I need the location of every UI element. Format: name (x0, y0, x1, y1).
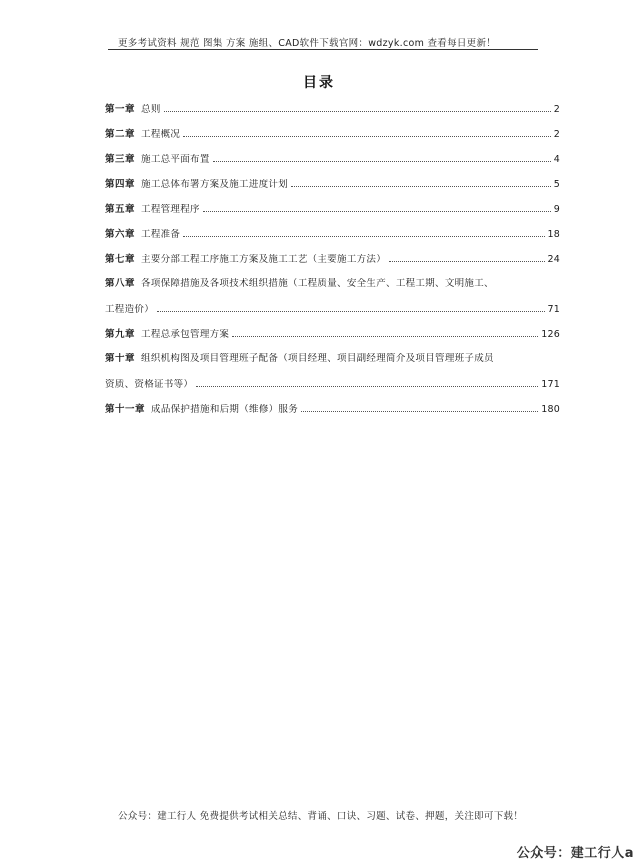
toc-chapter-title: 主要分部工程工序施工方案及施工工艺（主要施工方法） (141, 254, 387, 265)
toc-leader-dots (301, 403, 538, 412)
toc-entry[interactable] (105, 103, 560, 115)
toc-leader-dots (232, 328, 538, 337)
toc-chapter-title: 成品保护措施和后期（维修）服务 (151, 404, 299, 415)
toc-page-number: 180 (541, 404, 560, 415)
toc-chapter-number: 第一章 (105, 104, 136, 115)
toc-page-number: 71 (547, 304, 560, 315)
toc-chapter-number: 第十章 (105, 353, 136, 364)
toc-page-number: 18 (547, 229, 560, 240)
toc-page-number: 2 (553, 104, 560, 115)
toc-leader-dots (196, 378, 538, 387)
page-header: 更多考试资料 规范 图集 方案 施组、CAD软件下载官网：wdzyk.com 查看每日更新！ (118, 38, 497, 49)
toc-leader-dots (213, 153, 551, 162)
toc-chapter-title: 工程总承包管理方案 (141, 329, 230, 340)
toc-chapter-title-line1: 组织机构图及项目管理班子配备（项目经理、项目副经理简介及项目管理班子成员 (141, 353, 494, 364)
toc-entry[interactable] (105, 178, 560, 190)
toc-leader-dots (183, 228, 544, 237)
toc-chapter-number: 第三章 (105, 154, 136, 165)
toc-page-number: 171 (541, 379, 560, 390)
toc-leader-dots (389, 253, 544, 262)
toc-page-number: 2 (553, 129, 560, 140)
toc-entry[interactable] (105, 353, 560, 390)
toc-page-number: 126 (541, 329, 560, 340)
toc-leader-dots (157, 303, 544, 312)
toc-chapter-title: 工程管理程序 (141, 204, 200, 215)
toc-chapter-number: 第二章 (105, 129, 136, 140)
toc-entry[interactable] (105, 203, 560, 215)
toc-chapter-number: 第九章 (105, 329, 136, 340)
toc-entry[interactable] (105, 403, 560, 415)
toc-chapter-title: 施工总体布署方案及施工进度计划 (141, 179, 289, 190)
toc-chapter-title: 工程概况 (141, 129, 181, 140)
toc-entry[interactable] (105, 153, 560, 165)
toc-chapter-number: 第七章 (105, 254, 136, 265)
toc-chapter-number: 第八章 (105, 278, 136, 289)
toc-leader-dots (291, 178, 551, 187)
toc-leader-dots (164, 103, 551, 112)
watermark: 公众号：建工行人a (516, 846, 634, 861)
toc-page-number: 24 (547, 254, 560, 265)
toc-page-number: 4 (553, 154, 560, 165)
header-divider (108, 49, 538, 50)
toc-entry[interactable] (105, 328, 560, 340)
toc-entry[interactable] (105, 253, 560, 265)
toc-entry[interactable] (105, 228, 560, 240)
toc-leader-dots (183, 128, 551, 137)
toc-chapter-title: 施工总平面布置 (141, 154, 210, 165)
toc-chapter-title-line1: 各项保障措施及各项技术组织措施（工程质量、安全生产、工程工期、文明施工、 (141, 278, 494, 289)
toc-page-number: 9 (553, 204, 560, 215)
toc-page-number: 5 (553, 179, 560, 190)
toc-chapter-number: 第六章 (105, 229, 136, 240)
toc-chapter-title: 工程准备 (141, 229, 181, 240)
toc-chapter-title-line2: 资质、资格证书等） (105, 379, 194, 390)
toc-chapter-title: 总则 (141, 104, 161, 115)
page-footer: 公众号：建工行人 免费提供考试相关总结、背诵、口诀、习题、试卷、押题，关注即可下载！ (118, 811, 524, 822)
toc-entry[interactable] (105, 128, 560, 140)
toc-chapter-number: 第十一章 (105, 404, 146, 415)
toc-chapter-number: 第五章 (105, 204, 136, 215)
toc-leader-dots (203, 203, 551, 212)
toc-chapter-title-line2: 工程造价） (105, 304, 155, 315)
toc-entry[interactable] (105, 278, 560, 315)
toc-chapter-number: 第四章 (105, 179, 136, 190)
toc-title: 目录 (303, 75, 335, 91)
